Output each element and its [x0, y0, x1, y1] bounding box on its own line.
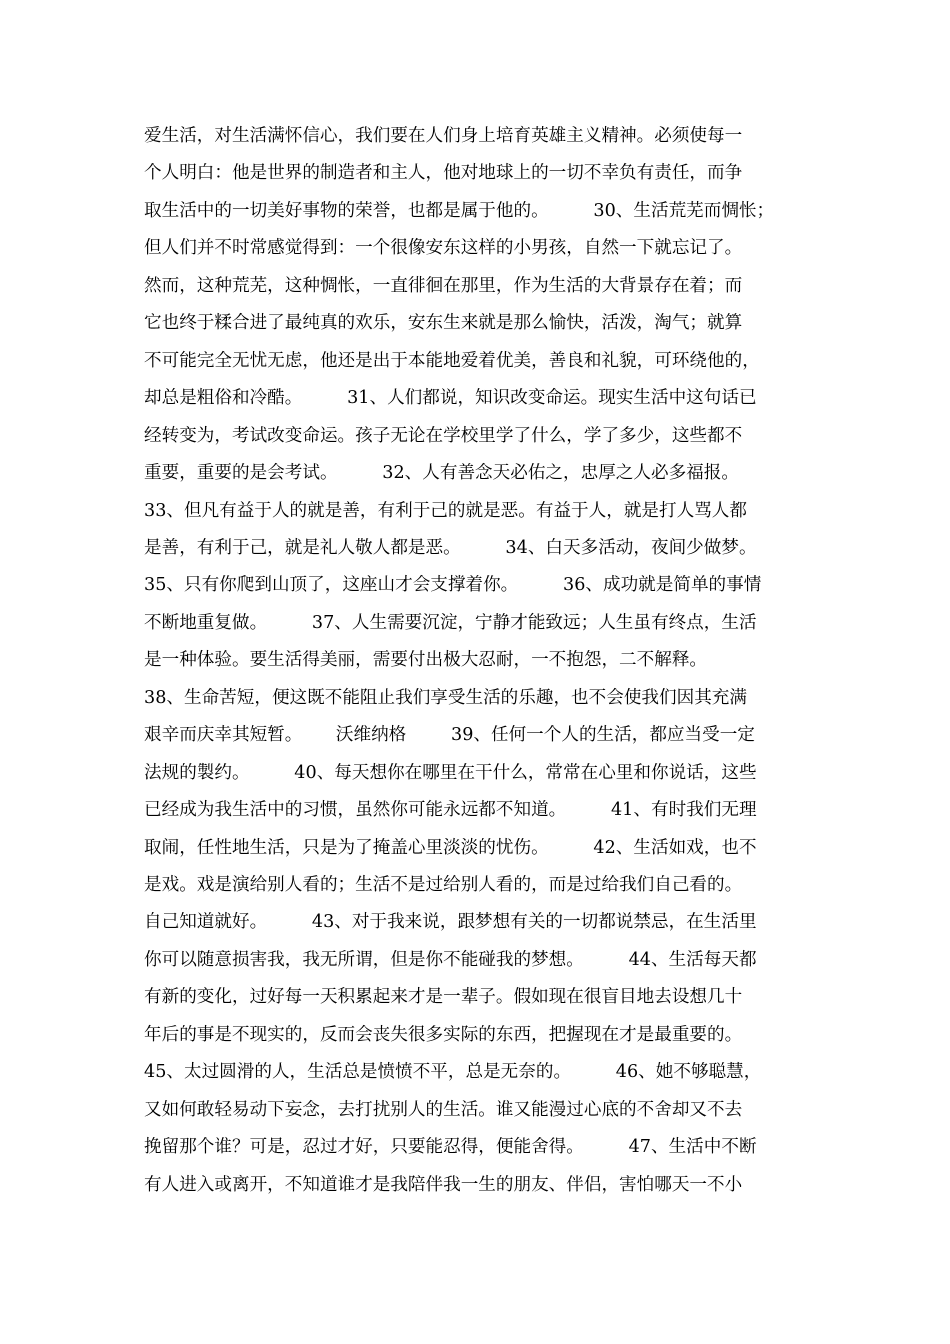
text-line: 个人明白：他是世界的制造者和主人，他对地球上的一切不幸负有责任，而争: [144, 163, 743, 184]
text-line: 有人进入或离开，不知道谁才是我陪伴我一生的朋友、伴侣，害怕哪天一不小: [144, 1174, 743, 1195]
text-line: 不可能完全无忧无虑，他还是出于本能地爱着优美，善良和礼貌，可环绕他的，: [144, 350, 760, 371]
text-line: 取闹，任性地生活，只是为了掩盖心里淡淡的忧伤。 42、生活如戏，也不: [144, 837, 757, 858]
text-line: 它也终于糅合进了最纯真的欢乐，安东生来就是那么愉快，活泼，淘气；就算: [144, 313, 743, 334]
text-line: 你可以随意损害我，我无所谓，但是你不能碰我的梦想。 44、生活每天都: [144, 949, 757, 970]
text-line: 有新的变化，过好每一天积累起来才是一辈子。假如现在很盲目地去设想几十: [144, 987, 743, 1008]
text-line: 已经成为我生活中的习惯，虽然你可能永远都不知道。 41、有时我们无理: [144, 800, 757, 821]
text-line: 又如何敢轻易动下妄念，去打扰别人的生活。谁又能漫过心底的不舍却又不去: [144, 1099, 743, 1120]
text-line: 但人们并不时常感觉得到：一个很像安东这样的小男孩，自然一下就忘记了。: [144, 238, 743, 259]
text-line: 然而，这种荒芜，这种惆怅，一直徘徊在那里，作为生活的大背景存在着；而: [144, 275, 743, 296]
text-line: 取生活中的一切美好事物的荣誉，也都是属于他的。 30、生活荒芜而惆怅；: [144, 200, 775, 221]
text-line: 法规的製约。 40、每天想你在哪里在干什么，常常在心里和你说话，这些: [144, 762, 757, 783]
text-line: 45、太过圆滑的人，生活总是愤愤不平，总是无奈的。 46、她不够聪慧，: [144, 1062, 762, 1083]
text-line: 不断地重复做。 37、人生需要沉淀，宁静才能致远；人生虽有终点，生活: [144, 612, 757, 633]
text-line: 年后的事是不现实的，反而会丧失很多实际的东西，把握现在才是最重要的。: [144, 1024, 743, 1045]
text-line: 却总是粗俗和冷酷。 31、人们都说，知识改变命运。现实生活中这句话已: [144, 388, 757, 409]
text-line: 挽留那个谁？可是，忍过才好，只要能忍得，便能舍得。 47、生活中不断: [144, 1137, 757, 1158]
text-line: 自己知道就好。 43、对于我来说，跟梦想有关的一切都说禁忌，在生活里: [144, 912, 757, 933]
text-line: 艰辛而庆幸其短暂。 沃维纳格 39、任何一个人的生活，都应当受一定: [144, 725, 755, 746]
text-line: 35、只有你爬到山顶了，这座山才会支撑着你。 36、成功就是简单的事情: [144, 575, 762, 596]
text-line: 是戏。戏是演给别人看的；生活不是过给别人看的，而是过给我们自己看的。: [144, 875, 743, 895]
text-line: 33、但凡有益于人的就是善，有利于己的就是恶。有益于人，就是打人骂人都: [144, 500, 747, 521]
text-line: 经转变为，考试改变命运。孩子无论在学校里学了什么，学了多少，这些都不: [144, 425, 743, 446]
text-line: 是善，有利于己，就是礼人敬人都是恶。 34、白天多活动，夜间少做梦。: [144, 537, 757, 558]
text-line: 爱生活，对生活满怀信心，我们要在人们身上培育英雄主义精神。必须使每一: [144, 126, 743, 146]
text-line: 是一种体验。要生活得美丽，需要付出极大忍耐，一不抱怨，二不解释。: [144, 650, 708, 671]
text-line: 重要，重要的是会考试。 32、人有善念天必佑之，忠厚之人必多福报。: [144, 463, 739, 484]
text-line: 38、生命苦短，便这既不能阻止我们享受生活的乐趣，也不会使我们因其充满: [144, 687, 747, 708]
